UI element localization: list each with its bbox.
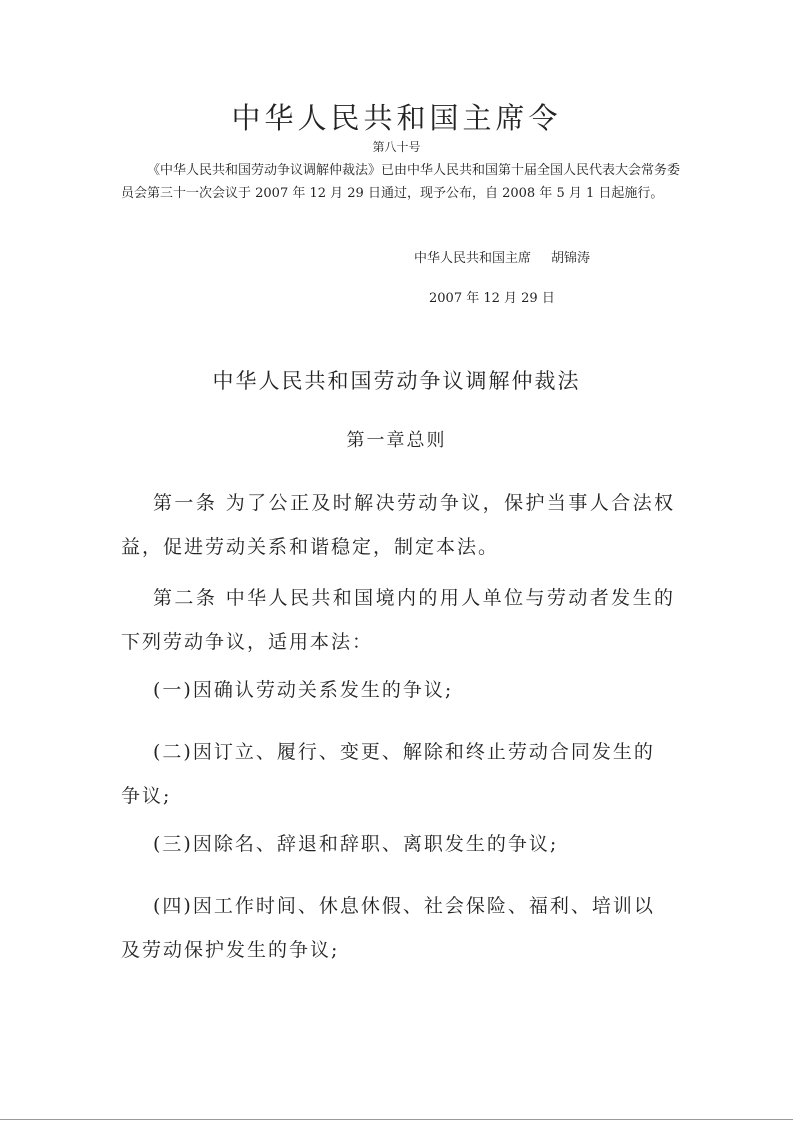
- article-2-item-4: (四)因工作时间、休息休假、社会保险、福利、培训以及劳动保护发生的争议;: [121, 895, 655, 961]
- article-2-item-1: (一)因确认劳动关系发生的争议;: [153, 679, 454, 701]
- decree-body: 《中华人民共和国劳动争议调解仲裁法》已由中华人民共和国第十届全国人民代表大会常务委员会第三十一次会议于 2007 年 12 月 29 日通过，现予公布，自 2008 年 5 月 1 日起施行。: [121, 163, 681, 201]
- decree-number: 第八十号: [372, 140, 421, 154]
- article-2-item-3: (三)因除名、辞退和辞职、离职发生的争议;: [153, 833, 559, 855]
- signer-name: 胡锦涛: [551, 251, 591, 266]
- article-2: 第二条 中华人民共和国境内的用人单位与劳动者发生的下列劳动争议，适用本法：: [121, 587, 675, 653]
- signature-line: [414, 249, 590, 269]
- page-bottom-divider: [0, 1119, 793, 1120]
- decree-date: 2007 年 12 月 29 日: [429, 291, 555, 306]
- law-title: 中华人民共和国劳动争议调解仲裁法: [212, 369, 581, 393]
- decree-title: 中华人民共和国主席令: [231, 101, 562, 135]
- article-2-item-2: (二)因订立、履行、变更、解除和终止劳动合同发生的争议;: [121, 741, 655, 807]
- chapter-title: 第一章总则: [346, 430, 447, 451]
- signer-title: 中华人民共和国主席: [414, 251, 532, 266]
- article-1: 第一条 为了公正及时解决劳动争议，保护当事人合法权益，促进劳动关系和谐稳定，制定本法。: [121, 492, 675, 558]
